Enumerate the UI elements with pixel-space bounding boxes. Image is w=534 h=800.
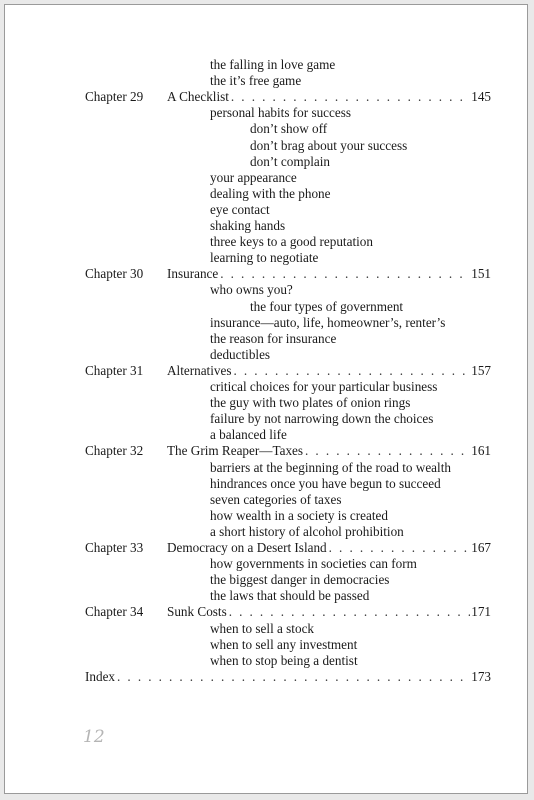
chapter-number: Chapter 34 [85, 604, 144, 620]
dot-leader [233, 363, 470, 379]
chapter-entry [5, 89, 529, 105]
chapter-title: Sunk Costs [167, 604, 227, 620]
chapter-page-number: 171 [471, 604, 491, 620]
toc-subentry: the laws that should be passed [210, 588, 370, 604]
toc-subentry: seven categories of taxes [210, 491, 342, 507]
toc-subentry: when to stop being a dentist [210, 652, 358, 668]
toc-subentry: the it’s free game [210, 73, 302, 89]
chapter-page-number: 151 [471, 266, 491, 282]
toc-subentry: hindrances once you have begun to succeed [210, 475, 441, 491]
toc-subsubentry: don’t brag about your success [250, 137, 408, 153]
toc-subentry: who owns you? [210, 282, 293, 298]
chapter-number: Chapter 33 [85, 540, 144, 555]
dot-leader [117, 669, 470, 685]
toc-subentry: eye contact [210, 201, 270, 217]
chapter-entry [5, 604, 529, 620]
toc-subentry: personal habits for success [210, 105, 351, 121]
dot-leader [329, 540, 471, 556]
toc-subsubentry: don’t show off [250, 121, 328, 137]
toc-subentry: deductibles [210, 346, 271, 362]
toc-subentry: the reason for insurance [210, 330, 337, 346]
dot-leader [231, 89, 470, 105]
toc-subentry: three keys to a good reputation [210, 234, 373, 250]
toc-subentry: failure by not narrowing down the choices [210, 411, 434, 427]
toc-subentry: a balanced life [210, 427, 287, 443]
chapter-page-number: 167 [471, 540, 491, 555]
chapter-title: Alternatives [167, 362, 232, 378]
chapter-number: Chapter 30 [85, 266, 144, 282]
index-title: Index [85, 668, 116, 684]
toc-subentry: dealing with the phone [210, 185, 331, 201]
chapter-title: Democracy on a Desert Island [167, 540, 327, 555]
chapter-title: A Checklist [167, 89, 229, 105]
index-entry [5, 669, 529, 685]
chapter-page-number: 157 [471, 362, 491, 378]
chapter-entry [5, 443, 529, 459]
toc-subentry: how wealth in a society is created [210, 507, 388, 523]
toc-subsubentry: don’t complain [250, 153, 330, 169]
dot-leader [229, 604, 470, 620]
toc-subentry: critical choices for your particular business [210, 379, 438, 394]
page-folio: 12 [83, 727, 105, 747]
chapter-title: The Grim Reaper—Taxes [167, 443, 304, 459]
toc-subentry: your appearance [210, 169, 297, 185]
index-page-number: 173 [471, 668, 491, 684]
toc-subentry: a short history of alcohol prohibition [210, 523, 404, 539]
dot-leader [305, 443, 470, 459]
toc-subentry: barriers at the beginning of the road to wealth [210, 459, 451, 475]
chapter-page-number: 145 [471, 89, 491, 105]
toc-subentry: how governments in societies can form [210, 556, 417, 572]
chapter-entry [5, 540, 529, 556]
toc-subentry: the falling in love game [210, 57, 336, 72]
chapter-entry [5, 363, 529, 379]
chapter-title: Insurance [167, 266, 219, 282]
chapter-number: Chapter 31 [85, 362, 144, 378]
toc-subentry: insurance—auto, life, homeowner’s, renter’s [210, 314, 446, 330]
toc-subentry: when to sell any investment [210, 636, 358, 652]
toc-subsubentry: the four types of government [250, 298, 404, 314]
dot-leader [220, 266, 470, 282]
book-page [4, 4, 528, 794]
toc-subentry: the biggest danger in democracies [210, 572, 390, 588]
chapter-page-number: 161 [471, 443, 491, 459]
toc-subentry: shaking hands [210, 218, 286, 233]
chapter-entry [5, 266, 529, 282]
toc-subentry: the guy with two plates of onion rings [210, 395, 411, 411]
toc-subentry: when to sell a stock [210, 620, 315, 636]
toc-subentry: learning to negotiate [210, 250, 319, 266]
chapter-number: Chapter 29 [85, 89, 144, 105]
chapter-number: Chapter 32 [85, 443, 144, 459]
